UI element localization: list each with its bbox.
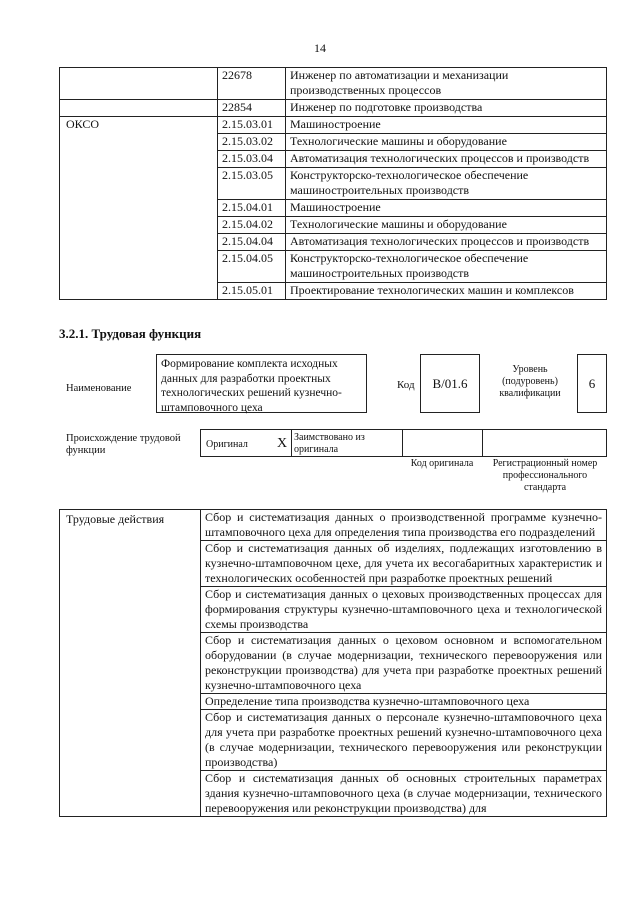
row-code: 2.15.04.04 <box>218 234 286 251</box>
row-code: 22854 <box>218 100 286 117</box>
labour-actions-table <box>59 509 607 817</box>
action-item: Сбор и систематизация данных о производственной программе кузнечно-штамповочного цеха для определения типа производства его подразделений <box>201 510 607 541</box>
name-label: Наименование <box>66 383 132 394</box>
borrowed-label: Заимствовано из оригинала <box>294 432 365 455</box>
row-code: 2.15.03.01 <box>218 117 286 134</box>
level-label: Уровень (подуровень) квалификации <box>499 364 561 399</box>
original-mark: X <box>277 436 288 451</box>
row-code: 2.15.04.02 <box>218 217 286 234</box>
origin-label: Происхождение трудовой функции <box>66 433 181 456</box>
table-row <box>60 100 607 117</box>
actions-label: Трудовые действия <box>60 510 201 817</box>
origin-box <box>200 429 607 457</box>
code-label: Код <box>397 379 415 391</box>
table-row <box>60 117 607 134</box>
action-item: Сбор и систематизация данных об изделиях, подлежащих изготовлению в кузнечно-штамповочном цехе, для учета их весогабаритных характеристик и технологических особенностей при разработке проектных решений <box>201 541 607 587</box>
row-code: 2.15.03.02 <box>218 134 286 151</box>
row-name: Проектирование технологических машин и комплексов <box>286 283 607 300</box>
reg-number-caption: Регистрационный номер профессионального стандарта <box>492 458 598 493</box>
level-box <box>577 354 607 413</box>
code-original-caption: Код оригинала <box>410 458 474 469</box>
level-value: 6 <box>588 375 596 391</box>
row-name: Конструкторско-технологическое обеспечение машиностроительных производств <box>286 251 607 283</box>
row-code: 22678 <box>218 68 286 100</box>
row-name: Конструкторско-технологическое обеспечение машиностроительных производств <box>286 168 607 200</box>
row-code: 2.15.05.01 <box>218 283 286 300</box>
function-code: B/01.6 <box>432 375 468 391</box>
section-title: 3.2.1. Трудовая функция <box>59 326 202 341</box>
table-row <box>60 510 607 541</box>
row-code: 2.15.03.04 <box>218 151 286 168</box>
page-number: 14 <box>314 41 326 55</box>
row-label <box>60 68 218 100</box>
row-name: Инженер по автоматизации и механизации производственных процессов <box>286 68 607 100</box>
row-code: 2.15.04.05 <box>218 251 286 283</box>
action-item: Сбор и систематизация данных о персонале кузнечно-штамповочного цеха для учета при разработке проектных решений кузнечно-штамповочного цеха (в случае модернизации, технического перевооружения или реконструкции производства) <box>201 710 607 771</box>
row-name: Машиностроение <box>286 117 607 134</box>
row-name: Автоматизация технологических процессов и производств <box>286 151 607 168</box>
origin-original-cell <box>201 430 292 456</box>
function-name-box: Формирование комплекта исходных данных для разработки проектных технологических решений кузнечно-штамповочного цеха <box>156 354 367 413</box>
okso-label: ОКСО <box>60 117 218 300</box>
action-item: Определение типа производства кузнечно-штамповочного цеха <box>201 694 607 710</box>
row-name: Машиностроение <box>286 200 607 217</box>
origin-borrowed-cell <box>291 430 403 456</box>
row-code: 2.15.03.05 <box>218 168 286 200</box>
row-name: Технологические машины и оборудование <box>286 134 607 151</box>
action-item: Сбор и систематизация данных о цеховых производственных процессах для формирования структуры кузнечно-штамповочного цеха и технологической схемы производства <box>201 587 607 633</box>
row-name: Автоматизация технологических процессов и производств <box>286 234 607 251</box>
row-code: 2.15.04.01 <box>218 200 286 217</box>
original-label: Оригинал <box>206 439 248 450</box>
row-name: Инженер по подготовке производства <box>286 100 607 117</box>
action-item: Сбор и систематизация данных об основных строительных параметрах здания кузнечно-штамповочного цеха (в случае модернизации, технического перевооружения или реконструкции производства) для <box>201 771 607 817</box>
function-code-box <box>420 354 480 413</box>
row-name: Технологические машины и оборудование <box>286 217 607 234</box>
classification-table <box>59 67 607 300</box>
row-label <box>60 100 218 117</box>
origin-code-cell <box>402 430 483 456</box>
action-item: Сбор и систематизация данных о цеховом основном и вспомогательном оборудовании (в случае модернизации, технического перевооружения или реконструкции производства) для учета при разработке проектных решений кузнечно-штамповочного цеха <box>201 633 607 694</box>
table-row <box>60 68 607 100</box>
